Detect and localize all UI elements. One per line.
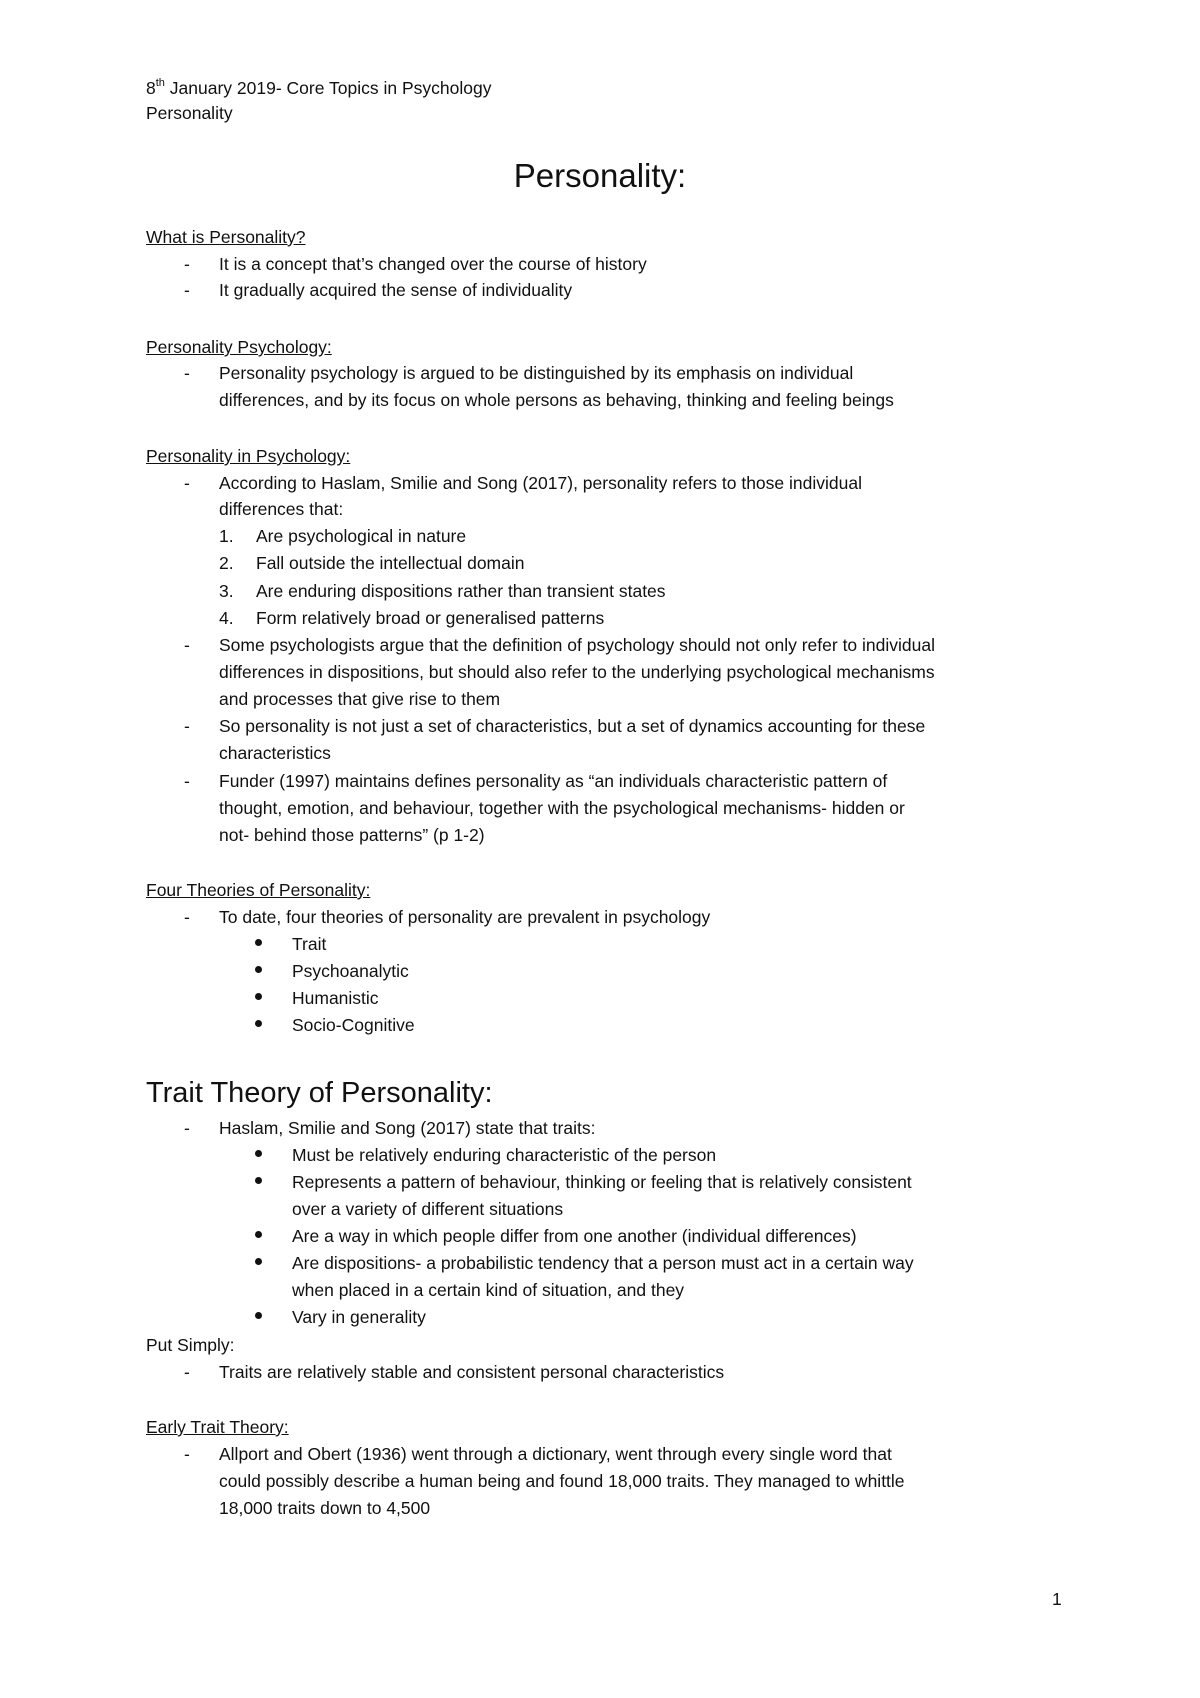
dash-marker: - [184,1444,190,1464]
bullet-item: Represents a pattern of behaviour, thinking or feeling that is relatively consistent [292,1172,912,1192]
numbered-item: Are enduring dispositions rather than transient states [256,581,666,601]
numbered-item: Form relatively broad or generalised patterns [256,608,605,628]
list-item: Traits are relatively stable and consistent personal characteristics [219,1362,725,1382]
dash-marker: - [184,1362,190,1382]
numbered-item: Are psychological in nature [256,526,467,546]
list-item-continuation: differences that: [219,499,344,519]
list-item-continuation: not- behind those patterns” (p 1-2) [219,825,485,845]
bullet-item: Trait [292,934,327,954]
dash-marker: - [184,907,190,927]
section-heading: What is Personality? [146,227,306,247]
bullet-dot [255,1226,267,1238]
header-date-line: 8th January 2019- Core Topics in Psychology [146,77,492,98]
section-heading: Personality Psychology: [146,337,332,357]
list-item: Haslam, Smilie and Song (2017) state that traits: [219,1118,596,1138]
bullet-dot [255,934,267,946]
bullet-item-continuation: when placed in a certain kind of situation, and they [292,1280,685,1300]
list-item: So personality is not just a set of characteristics, but a set of dynamics accounting for these [219,716,926,736]
list-item-continuation: thought, emotion, and behaviour, together with the psychological mechanisms- hidden or [219,798,905,818]
page-title: Personality: [513,157,687,194]
section-heading: Four Theories of Personality: [146,880,371,900]
dash-marker: - [184,473,190,493]
list-item-continuation: differences in dispositions, but should also refer to the underlying psychological mechanisms [219,662,935,682]
number-marker: 2. [219,553,234,573]
number-marker: 3. [219,581,234,601]
bullet-item: Are dispositions- a probabilistic tendency that a person must act in a certain way [292,1253,914,1273]
bullet-dot [255,988,267,1000]
bullet-item: Must be relatively enduring characteristic of the person [292,1145,717,1165]
list-item: It is a concept that’s changed over the course of history [219,254,647,274]
dash-marker: - [184,1118,190,1138]
list-item: According to Haslam, Smilie and Song (2017), personality refers to those individual [219,473,862,493]
bullet-dot [255,1172,267,1184]
section-heading-large: Trait Theory of Personality: [146,1077,493,1109]
bullet-item: Psychoanalytic [292,961,409,981]
number-marker: 4. [219,608,234,628]
dash-marker: - [184,716,190,736]
bullet-dot [255,1015,267,1027]
bullet-item: Humanistic [292,988,379,1008]
dash-marker: - [184,771,190,791]
list-item: Funder (1997) maintains defines personality as “an individuals characteristic pattern of [219,771,888,791]
section-heading: Personality in Psychology: [146,446,351,466]
numbered-item: Fall outside the intellectual domain [256,553,525,573]
bullet-dot [255,1253,267,1265]
bullet-dot [255,1307,267,1319]
list-item: Allport and Obert (1936) went through a dictionary, went through every single word that [219,1444,892,1464]
bullet-item: Socio-Cognitive [292,1015,415,1035]
dash-marker: - [184,635,190,655]
list-item-continuation: and processes that give rise to them [219,689,501,709]
dash-marker: - [184,280,190,300]
bullet-item: Vary in generality [292,1307,426,1327]
put-simply-label: Put Simply: [146,1335,235,1355]
dash-marker: - [184,254,190,274]
page-number: 1 [1052,1589,1062,1609]
bullet-dot [255,1145,267,1157]
bullet-dot [255,961,267,973]
header-subtitle: Personality [146,103,233,123]
list-item-continuation: characteristics [219,743,331,763]
section-heading: Early Trait Theory: [146,1417,289,1437]
bullet-item: Are a way in which people differ from one another (individual differences) [292,1226,857,1246]
number-marker: 1. [219,526,234,546]
dash-marker: - [184,363,190,383]
list-item: Some psychologists argue that the definition of psychology should not only refer to individual [219,635,935,655]
list-item-continuation: could possibly describe a human being and found 18,000 traits. They managed to whittle [219,1471,905,1491]
bullet-item-continuation: over a variety of different situations [292,1199,564,1219]
list-item: It gradually acquired the sense of individuality [219,280,573,300]
list-item-continuation: 18,000 traits down to 4,500 [219,1498,431,1518]
list-item: Personality psychology is argued to be distinguished by its emphasis on individual [219,363,854,383]
list-item: To date, four theories of personality are prevalent in psychology [219,907,711,927]
list-item-continuation: differences, and by its focus on whole persons as behaving, thinking and feeling beings [219,390,894,410]
